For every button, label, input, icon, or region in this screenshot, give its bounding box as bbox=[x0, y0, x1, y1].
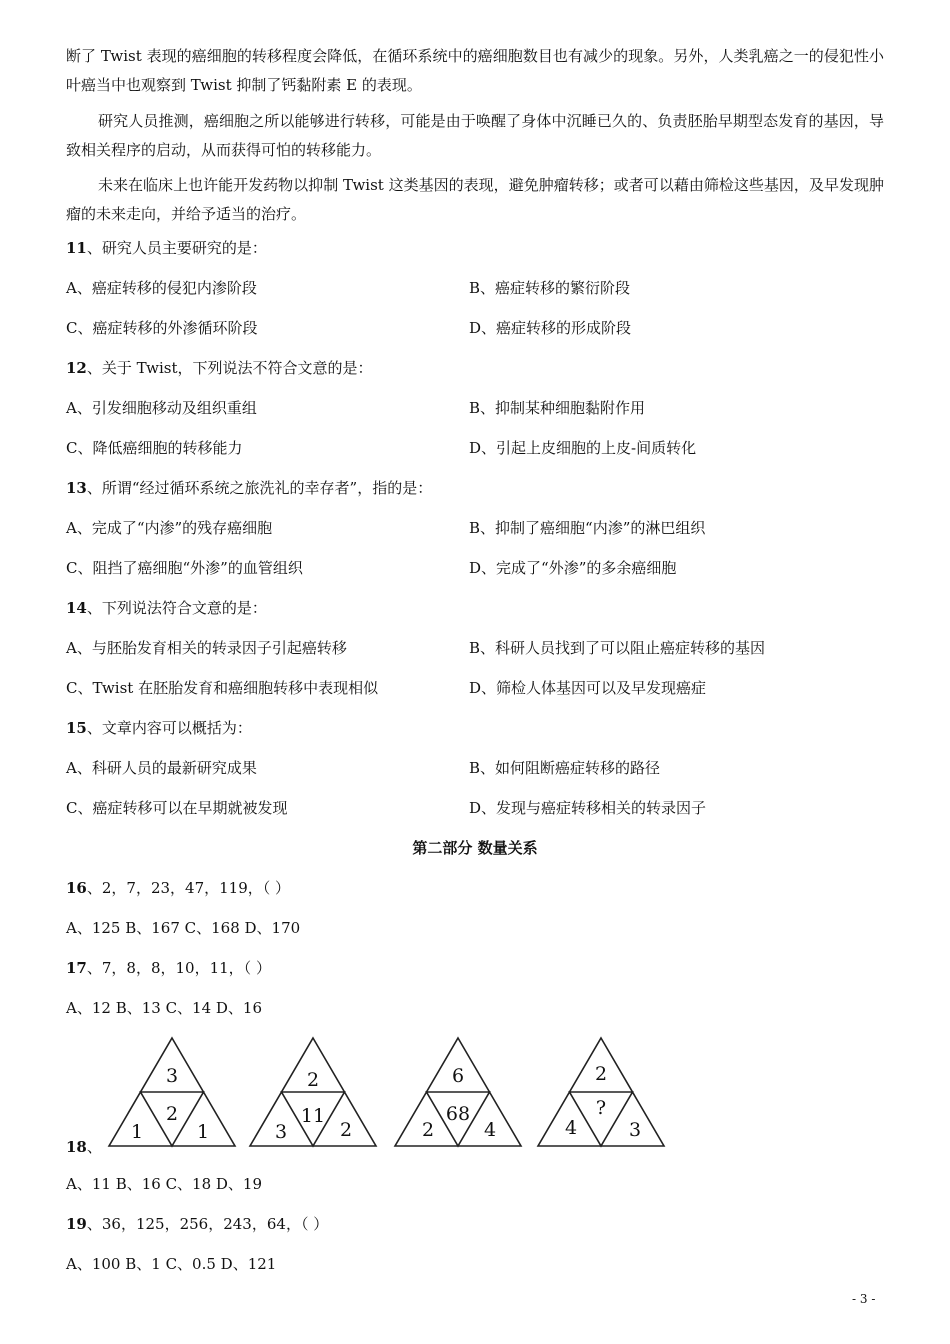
question-stem: 、7，8，8，10，11，（ ） bbox=[86, 959, 271, 977]
question-13 bbox=[66, 478, 432, 498]
question-stem: 、2，7，23，47，119，（ ） bbox=[86, 879, 291, 897]
triangle-right-number: 1 bbox=[196, 1121, 210, 1143]
option-c: C、阻挡了癌细胞“外渗”的血管组织 bbox=[66, 559, 303, 577]
triangle-center-number: ? bbox=[595, 1097, 607, 1119]
question-number: 16 bbox=[66, 879, 87, 897]
answer-options: A、12 B、13 C、14 D、16 bbox=[66, 999, 263, 1017]
question-11 bbox=[66, 238, 267, 258]
option-a: A、完成了“内渗”的残存癌细胞 bbox=[66, 519, 273, 537]
triangle-outline bbox=[536, 1036, 666, 1148]
question-15 bbox=[66, 718, 252, 738]
passage-paragraph-3: 未来在临床上也许能开发药物以抑制 Twist 这类基因的表现，避免肿瘤转移；或者可以藉由筛检这些基因，及早发现肿瘤的未来走向，并给予适当的治疗。 bbox=[66, 176, 884, 223]
question-stem: 、下列说法符合文意的是： bbox=[86, 599, 267, 617]
question-number: 17 bbox=[66, 959, 87, 977]
option-c: C、降低癌细胞的转移能力 bbox=[66, 439, 243, 457]
option-c: C、癌症转移可以在早期就被发现 bbox=[66, 799, 288, 817]
option-d: D、发现与癌症转移相关的转录因子 bbox=[469, 799, 707, 817]
option-d: D、完成了“外渗”的多余癌细胞 bbox=[469, 559, 677, 577]
triangle-top-number: 2 bbox=[306, 1069, 320, 1091]
triangle-right-number: 4 bbox=[483, 1119, 497, 1141]
option-b: B、癌症转移的繁衍阶段 bbox=[469, 279, 631, 297]
question-18 bbox=[66, 1137, 102, 1157]
option-a: A、与胚胎发育相关的转录因子引起癌转移 bbox=[66, 639, 347, 657]
option-c: C、癌症转移的外渗循环阶段 bbox=[66, 319, 258, 337]
triangle-figure-2 bbox=[248, 1036, 378, 1148]
question-14 bbox=[66, 598, 267, 618]
triangle-left-number: 3 bbox=[274, 1121, 288, 1143]
triangle-top-number: 3 bbox=[165, 1065, 179, 1087]
option-c: C、Twist 在胚胎发育和癌细胞转移中表现相似 bbox=[66, 679, 379, 697]
question-17 bbox=[66, 958, 271, 978]
option-a: A、科研人员的最新研究成果 bbox=[66, 759, 257, 777]
page-number: - 3 - bbox=[852, 1292, 876, 1306]
question-stem: 、所谓“经过循环系统之旅洗礼的幸存者”，指的是： bbox=[86, 479, 433, 497]
option-d: D、引起上皮细胞的上皮-间质转化 bbox=[469, 439, 697, 457]
question-number: 12 bbox=[66, 359, 87, 377]
passage-paragraph-2: 研究人员推测，癌细胞之所以能够进行转移，可能是由于唤醒了身体中沉睡已久的、负责胚胎早期型态发育的基因，导致相关程序的启动，从而获得可怕的转移能力。 bbox=[66, 112, 884, 159]
option-b: B、如何阻断癌症转移的路径 bbox=[469, 759, 661, 777]
question-stem: 、36，125，256，243，64，（ ） bbox=[86, 1215, 329, 1233]
triangle-figure-4 bbox=[536, 1036, 666, 1148]
question-stem: 、 bbox=[86, 1138, 102, 1156]
option-a: A、引发细胞移动及组织重组 bbox=[66, 399, 257, 417]
answer-options: A、100 B、1 C、0.5 D、121 bbox=[66, 1255, 277, 1273]
option-b: B、抑制某种细胞黏附作用 bbox=[469, 399, 646, 417]
option-b: B、科研人员找到了可以阻止癌症转移的基因 bbox=[469, 639, 766, 657]
passage-paragraph-1: 断了 Twist 表现的癌细胞的转移程度会降低，在循环系统中的癌细胞数目也有减少的现象。另外，人类乳癌之一的侵犯性小叶癌当中也观察到 Twist 抑制了钙黏附素 E 的表现。 bbox=[66, 47, 884, 94]
triangle-figure-1 bbox=[107, 1036, 237, 1148]
question-number: 15 bbox=[66, 719, 87, 737]
triangle-figure-3 bbox=[393, 1036, 523, 1148]
question-stem: 、文章内容可以概括为： bbox=[86, 719, 252, 737]
triangle-right-number: 3 bbox=[628, 1119, 642, 1141]
triangle-left-number: 1 bbox=[130, 1121, 144, 1143]
triangle-center-number: 2 bbox=[165, 1103, 179, 1125]
triangle-right-number: 2 bbox=[339, 1119, 353, 1141]
triangle-left-number: 2 bbox=[421, 1119, 435, 1141]
answer-options: A、125 B、167 C、168 D、170 bbox=[66, 919, 301, 937]
question-12 bbox=[66, 358, 372, 378]
option-d: D、癌症转移的形成阶段 bbox=[469, 319, 632, 337]
question-stem: 、关于 Twist，下列说法不符合文意的是： bbox=[86, 359, 373, 377]
question-number: 11 bbox=[66, 239, 87, 257]
question-16 bbox=[66, 878, 290, 898]
triangle-left-number: 4 bbox=[564, 1117, 578, 1139]
triangle-outline bbox=[248, 1036, 378, 1148]
triangle-top-number: 2 bbox=[594, 1063, 608, 1085]
option-b: B、抑制了癌细胞“内渗”的淋巴组织 bbox=[469, 519, 706, 537]
triangle-outline bbox=[393, 1036, 523, 1148]
question-stem: 、研究人员主要研究的是： bbox=[86, 239, 267, 257]
question-number: 19 bbox=[66, 1215, 87, 1233]
option-a: A、癌症转移的侵犯内渗阶段 bbox=[66, 279, 257, 297]
question-number: 14 bbox=[66, 599, 87, 617]
option-d: D、筛检人体基因可以及早发现癌症 bbox=[469, 679, 707, 697]
question-number: 18 bbox=[66, 1138, 87, 1156]
triangle-outline bbox=[107, 1036, 237, 1148]
question-number: 13 bbox=[66, 479, 87, 497]
triangle-center-number: 11 bbox=[300, 1105, 326, 1127]
section-title: 第二部分 数量关系 bbox=[412, 839, 538, 857]
triangle-center-number: 68 bbox=[445, 1103, 471, 1125]
question-19 bbox=[66, 1214, 328, 1234]
triangle-top-number: 6 bbox=[451, 1065, 465, 1087]
answer-options: A、11 B、16 C、18 D、19 bbox=[66, 1175, 263, 1193]
